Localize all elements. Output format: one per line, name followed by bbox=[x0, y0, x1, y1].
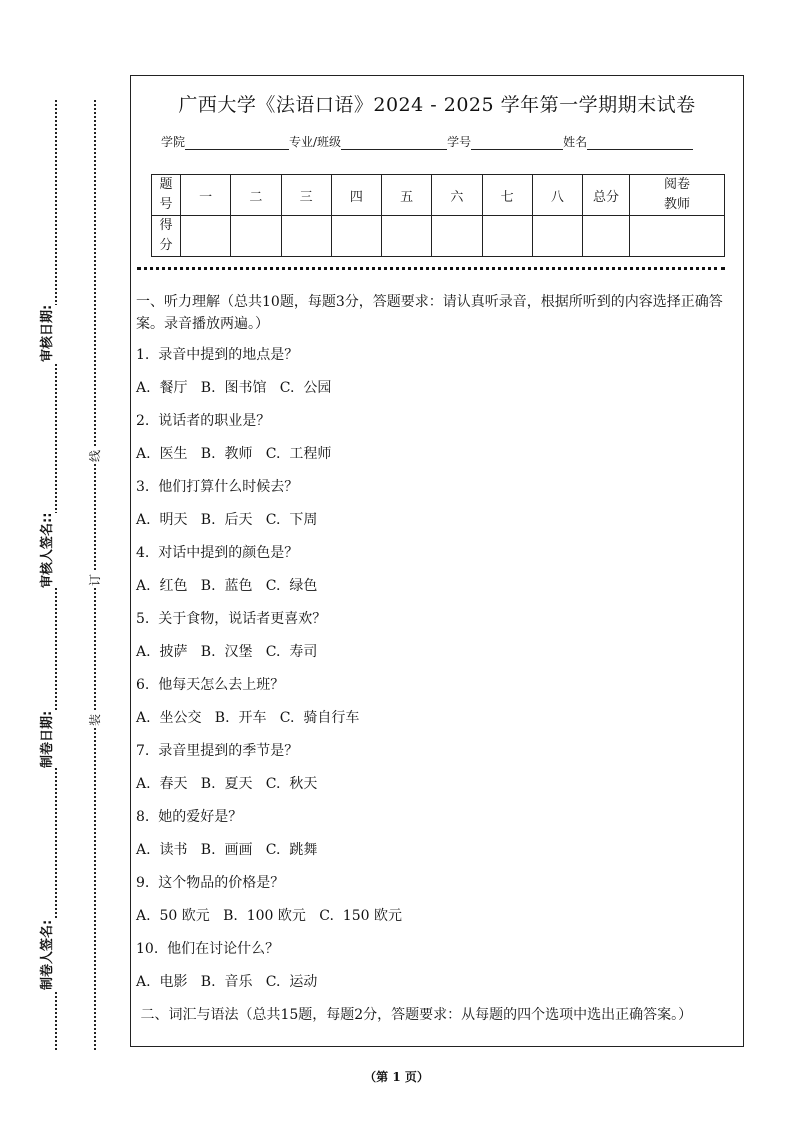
score-cell-6[interactable] bbox=[432, 216, 482, 257]
col-total: 总分 bbox=[583, 175, 630, 216]
exam-content bbox=[136, 291, 737, 1035]
separator-dotted-line bbox=[137, 267, 725, 270]
score-cell-grader[interactable] bbox=[630, 216, 725, 257]
page-number: （第 1 页） bbox=[364, 1070, 429, 1084]
col-1: 一 bbox=[181, 175, 231, 216]
score-cell-4[interactable] bbox=[331, 216, 381, 257]
name-label: 姓名 bbox=[563, 135, 588, 149]
question-8: 8. 她的爱好是？ bbox=[136, 809, 243, 825]
score-table bbox=[151, 174, 725, 257]
options-8: A. 读书 B. 画画 C. 跳舞 bbox=[136, 842, 318, 858]
score-table-score-row bbox=[152, 216, 725, 257]
student-id-blank[interactable] bbox=[471, 137, 563, 150]
col-4: 四 bbox=[331, 175, 381, 216]
score-cell-1[interactable] bbox=[181, 216, 231, 257]
col-8: 八 bbox=[532, 175, 582, 216]
col-grader: 阅卷 教师 bbox=[630, 175, 725, 216]
col-7: 七 bbox=[482, 175, 532, 216]
maker-sign-label: 制卷人签名: bbox=[34, 920, 57, 990]
col-2: 二 bbox=[231, 175, 281, 216]
options-2: A. 医生 B. 教师 C. 工程师 bbox=[136, 446, 332, 462]
options-10: A. 电影 B. 音乐 C. 运动 bbox=[136, 974, 318, 990]
question-2: 2. 说话者的职业是？ bbox=[136, 413, 271, 429]
college-blank[interactable] bbox=[185, 137, 289, 150]
question-1: 1. 录音中提到的地点是？ bbox=[136, 347, 299, 363]
score-label: 得 分 bbox=[152, 216, 181, 257]
made-date-label: 制卷日期: bbox=[34, 711, 57, 768]
reviewer-sign-label: 审核人签名:: bbox=[34, 513, 57, 588]
col-6: 六 bbox=[432, 175, 482, 216]
student-info-row bbox=[161, 133, 693, 150]
section1-heading: 一、听力理解（总共10题，每题3分，答题要求：请认真听录音，根据所听到的内容选择正确答案。录音播放两遍。） bbox=[136, 294, 723, 332]
question-10: 10. 他们在讨论什么？ bbox=[136, 941, 280, 957]
options-7: A. 春天 B. 夏天 C. 秋天 bbox=[136, 776, 318, 792]
col-3: 三 bbox=[281, 175, 331, 216]
options-3: A. 明天 B. 后天 C. 下周 bbox=[136, 512, 318, 528]
score-cell-7[interactable] bbox=[482, 216, 532, 257]
score-cell-3[interactable] bbox=[281, 216, 331, 257]
seal-mark-zhuang: 装 bbox=[88, 713, 102, 726]
question-3: 3. 他们打算什么时候去？ bbox=[136, 479, 299, 495]
score-table-header-row bbox=[152, 175, 725, 216]
major-label: 专业/班级 bbox=[289, 135, 342, 149]
question-7: 7. 录音里提到的季节是？ bbox=[136, 743, 299, 759]
score-cell-8[interactable] bbox=[532, 216, 582, 257]
options-9: A. 50 欧元 B. 100 欧元 C. 150 欧元 bbox=[136, 908, 402, 924]
options-6: A. 坐公交 B. 开车 C. 骑自行车 bbox=[136, 710, 360, 726]
exam-frame bbox=[130, 75, 744, 1047]
question-9: 9. 这个物品的价格是？ bbox=[136, 875, 285, 891]
col-5: 五 bbox=[382, 175, 432, 216]
question-4: 4. 对话中提到的颜色是？ bbox=[136, 545, 299, 561]
college-label: 学院 bbox=[161, 135, 186, 149]
question-6: 6. 他每天怎么去上班？ bbox=[136, 677, 285, 693]
exam-title: 广西大学《法语口语》2024 - 2025 学年第一学期期末试卷 bbox=[178, 94, 696, 116]
score-cell-5[interactable] bbox=[382, 216, 432, 257]
seal-mark-xian: 线 bbox=[88, 449, 102, 462]
major-blank[interactable] bbox=[341, 137, 447, 150]
options-4: A. 红色 B. 蓝色 C. 绿色 bbox=[136, 578, 318, 594]
question-5: 5. 关于食物，说话者更喜欢？ bbox=[136, 611, 327, 627]
binding-margin bbox=[10, 100, 120, 1050]
reviewed-date-label: 审核日期: bbox=[34, 305, 57, 362]
score-cell-total[interactable] bbox=[583, 216, 630, 257]
options-1: A. 餐厅 B. 图书馆 C. 公园 bbox=[136, 380, 332, 396]
question-number-label: 题 号 bbox=[152, 175, 181, 216]
seal-mark-ding: 订 bbox=[88, 573, 102, 586]
student-id-label: 学号 bbox=[447, 135, 472, 149]
options-5: A. 披萨 B. 汉堡 C. 寿司 bbox=[136, 644, 318, 660]
section2-heading: 二、词汇与语法（总共15题，每题2分，答题要求：从每题的四个选项中选出正确答案。） bbox=[136, 1007, 693, 1023]
score-cell-2[interactable] bbox=[231, 216, 281, 257]
name-blank[interactable] bbox=[587, 137, 693, 150]
